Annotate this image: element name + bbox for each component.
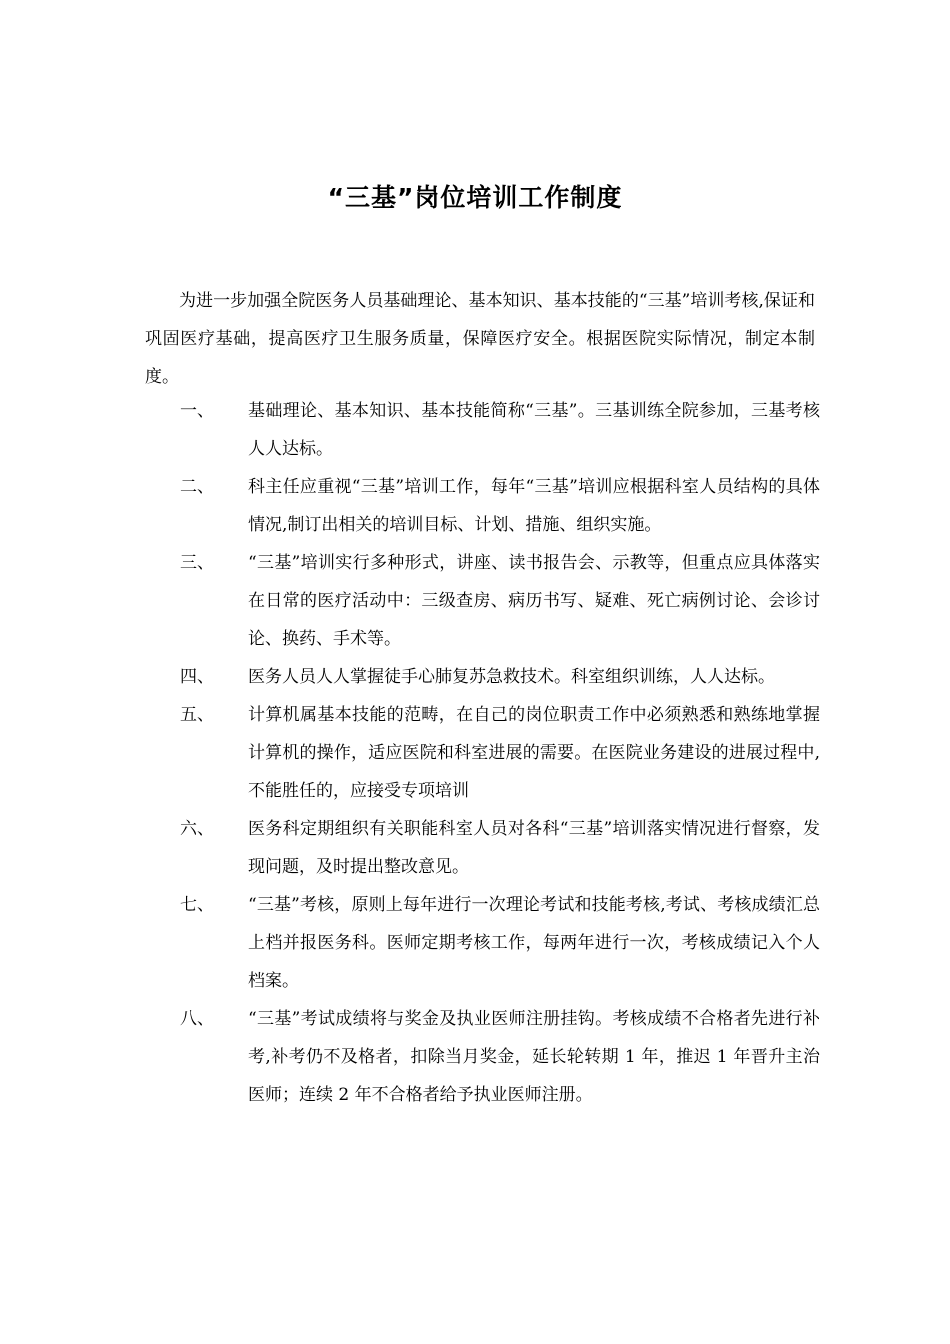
item-text: 医务人员人人掌握徒手心肺复苏急救技术。科室组织训练，人人达标。 <box>248 667 775 687</box>
list-item <box>180 696 820 810</box>
list-item <box>180 886 820 1000</box>
item-number: 一、 <box>180 401 214 421</box>
item-number: 七、 <box>180 895 214 915</box>
list-item <box>180 1000 820 1114</box>
item-number: 二、 <box>180 477 214 497</box>
item-text: “三基”考试成绩将与奖金及执业医师注册挂钩。考核成绩不合格者先进行补考,补考仍不及格者，扣除当月奖金，延长轮转期 1 年，推迟 1 年晋升主治医师；连续 2 年不合格者给予执业医师注册。 <box>248 1009 820 1105</box>
list-item <box>180 392 820 468</box>
list-item <box>180 544 820 658</box>
item-text: “三基”考核，原则上每年进行一次理论考试和技能考核,考试、考核成绩汇总上档并报医务科。医师定期考核工作，每两年进行一次，考核成绩记入个人档案。 <box>248 895 820 991</box>
item-text: 科主任应重视“三基”培训工作，每年“三基”培训应根据科室人员结构的具体情况,制订出相关的培训目标、计划、措施、组织实施。 <box>248 477 820 535</box>
item-number: 八、 <box>180 1009 214 1029</box>
item-number: 六、 <box>180 819 214 839</box>
page-title: “三基”岗位培训工作制度 <box>327 183 623 212</box>
item-number: 五、 <box>180 705 214 725</box>
item-text: 计算机属基本技能的范畴，在自己的岗位职责工作中必须熟悉和熟练地掌握计算机的操作，适应医院和科室进展的需要。在医院业务建设的进展过程中,不能胜任的，应接受专项培训 <box>248 705 820 801</box>
item-number: 四、 <box>180 667 214 687</box>
intro-paragraph: 为进一步加强全院医务人员基础理论、基本知识、基本技能的“三基”培训考核,保证和巩固医疗基础，提高医疗卫生服务质量，保障医疗安全。根据医院实际情况，制定本制度。 <box>145 291 815 387</box>
item-number: 三、 <box>180 553 214 573</box>
rules-list <box>180 392 820 1114</box>
list-item <box>180 810 820 886</box>
list-item <box>180 658 820 696</box>
item-text: “三基”培训实行多种形式，讲座、读书报告会、示教等，但重点应具体落实在日常的医疗活动中：三级查房、病历书写、疑难、死亡病例讨论、会诊讨论、换药、手术等。 <box>248 553 820 649</box>
item-text: 医务科定期组织有关职能科室人员对各科“三基”培训落实情况进行督察，发现问题，及时提出整改意见。 <box>248 819 820 877</box>
item-text: 基础理论、基本知识、基本技能简称“三基”。三基训练全院参加，三基考核人人达标。 <box>248 401 820 459</box>
list-item <box>180 468 820 544</box>
